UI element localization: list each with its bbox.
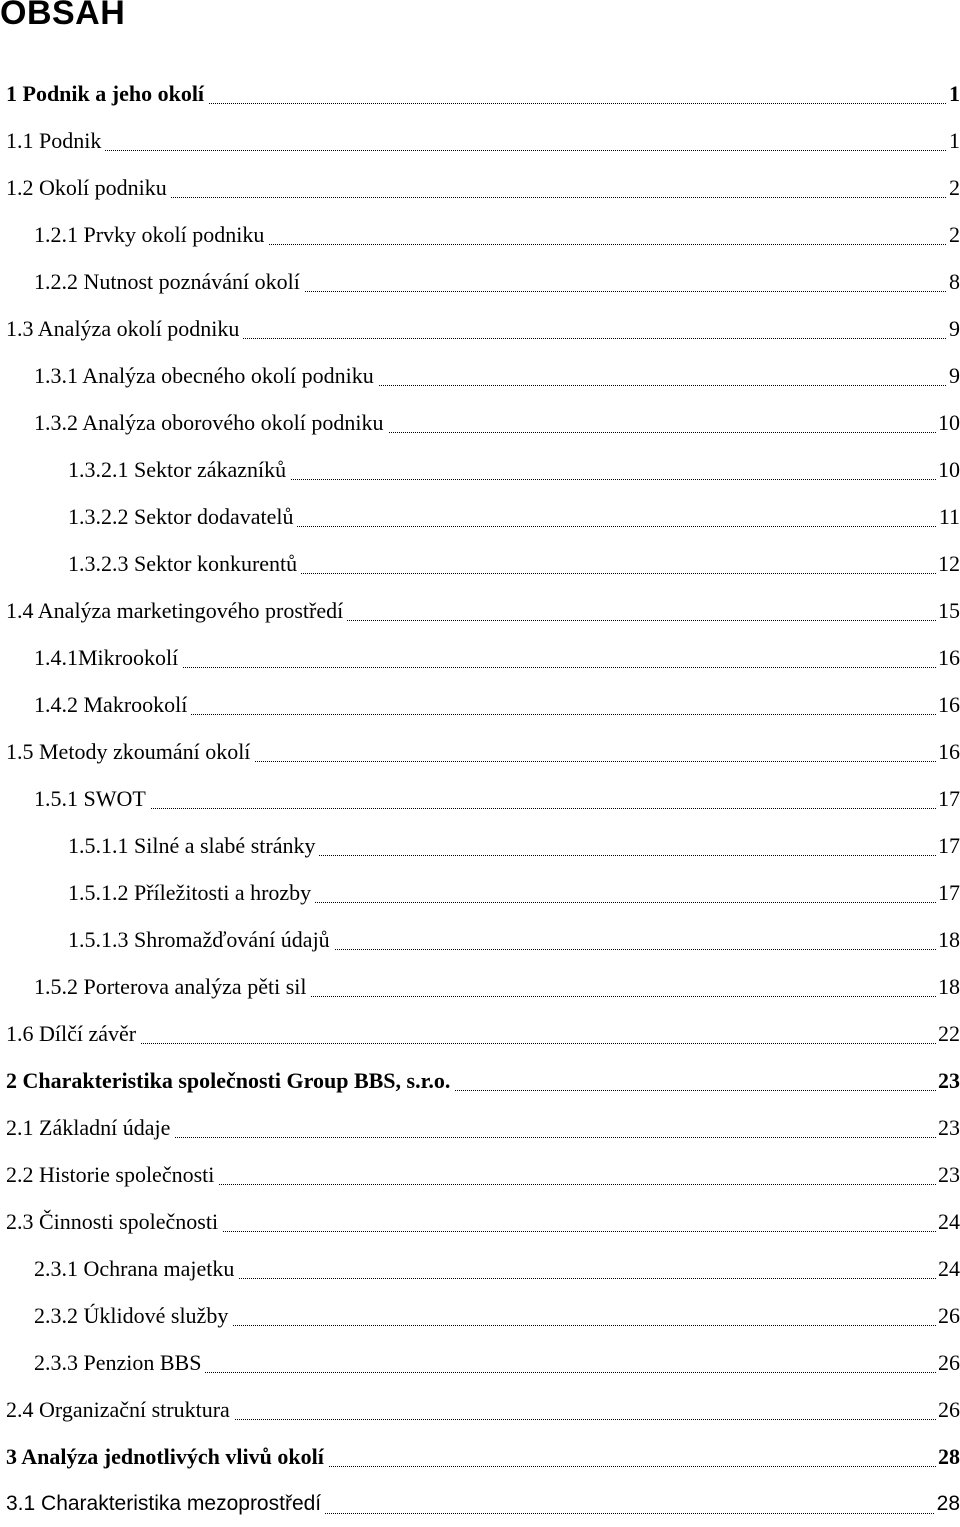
toc-entry-label: 1.6 Dílčí závěr (6, 1010, 140, 1057)
toc-entry[interactable] (0, 540, 960, 587)
toc-leader (34, 808, 950, 809)
toc-entry[interactable] (0, 775, 960, 822)
toc-entry-page: 18 (936, 916, 960, 963)
toc-entry-label: 2.1 Základní údaje (6, 1104, 174, 1151)
toc-entry-label: 1.2.2 Nutnost poznávání okolí (34, 258, 304, 305)
toc-entry[interactable] (0, 493, 960, 540)
toc-leader (6, 1043, 950, 1044)
toc-entry-label: 2.3.2 Úklidové služby (34, 1292, 232, 1339)
toc-entry-page: 1 (947, 117, 960, 164)
toc-entry-label: 1.3.2.3 Sektor konkurentů (68, 540, 301, 587)
toc-entry-label: 1.5.2 Porterova analýza pěti sil (34, 963, 310, 1010)
toc-entry[interactable] (0, 446, 960, 493)
toc-entry-page: 2 (947, 164, 960, 211)
toc-entry-page: 9 (947, 305, 960, 352)
toc-entry[interactable] (0, 399, 960, 446)
toc-entry-page: 11 (937, 493, 960, 540)
toc-entry[interactable] (0, 70, 960, 117)
toc-entry[interactable] (0, 1386, 960, 1433)
toc-entry-label: 1.2.1 Prvky okolí podniku (34, 211, 268, 258)
toc-entry[interactable] (0, 1057, 960, 1104)
toc-entry-page: 18 (936, 963, 960, 1010)
toc-entry-label: 2.4 Organizační struktura (6, 1386, 234, 1433)
toc-entry-label: 1.3.2 Analýza oborového okolí podniku (34, 399, 388, 446)
toc-entry-page: 8 (947, 258, 960, 305)
toc-entry-label: 1.3.1 Analýza obecného okolí podniku (34, 352, 378, 399)
table-of-contents (0, 70, 960, 1527)
toc-entry-label: 1 Podnik a jeho okolí (6, 70, 208, 117)
toc-entry-label: 1.3 Analýza okolí podniku (6, 305, 243, 352)
toc-entry[interactable] (0, 1480, 960, 1527)
toc-entry[interactable] (0, 634, 960, 681)
toc-entry-page: 15 (936, 587, 960, 634)
toc-entry-label: 1.4.2 Makrookolí (34, 681, 191, 728)
toc-entry-page: 28 (935, 1480, 960, 1527)
toc-entry-label: 3 Analýza jednotlivých vlivů okolí (6, 1433, 328, 1480)
toc-entry[interactable] (0, 1104, 960, 1151)
toc-entry-page: 16 (936, 728, 960, 775)
toc-entry[interactable] (0, 822, 960, 869)
toc-entry-label: 1.3.2.2 Sektor dodavatelů (68, 493, 297, 540)
toc-entry-label: 1.2 Okolí podniku (6, 164, 171, 211)
toc-entry-page: 23 (936, 1151, 960, 1198)
toc-entry-page: 26 (936, 1386, 960, 1433)
toc-entry-label: 2.3.3 Penzion BBS (34, 1339, 205, 1386)
toc-entry[interactable] (0, 1245, 960, 1292)
toc-entry[interactable] (0, 963, 960, 1010)
toc-entry-page: 28 (936, 1433, 960, 1480)
toc-entry-page: 16 (936, 681, 960, 728)
toc-entry-label: 1.1 Podnik (6, 117, 105, 164)
toc-entry-label: 2.3.1 Ochrana majetku (34, 1245, 238, 1292)
toc-entry-label: 1.5.1.3 Shromažďování údajů (68, 916, 334, 963)
toc-entry-page: 23 (936, 1057, 960, 1104)
toc-entry-page: 26 (936, 1339, 960, 1386)
toc-entry[interactable] (0, 164, 960, 211)
toc-entry-page: 9 (947, 352, 960, 399)
toc-entry-page: 2 (947, 211, 960, 258)
toc-entry[interactable] (0, 728, 960, 775)
toc-entry-label: 2.3 Činnosti společnosti (6, 1198, 222, 1245)
toc-entry-page: 24 (936, 1198, 960, 1245)
toc-entry-page: 26 (936, 1292, 960, 1339)
toc-entry[interactable] (0, 869, 960, 916)
toc-entry-label: 1.5.1.2 Příležitosti a hrozby (68, 869, 315, 916)
toc-entry-page: 17 (936, 822, 960, 869)
toc-entry[interactable] (0, 1339, 960, 1386)
toc-entry-page: 1 (947, 70, 960, 117)
toc-entry[interactable] (0, 1198, 960, 1245)
toc-leader (6, 150, 950, 151)
toc-entry[interactable] (0, 1010, 960, 1057)
toc-entry[interactable] (0, 258, 960, 305)
toc-entry[interactable] (0, 587, 960, 634)
toc-entry-page: 10 (936, 446, 960, 493)
toc-entry[interactable] (0, 305, 960, 352)
toc-entry-label: 1.4.1Mikrookolí (34, 634, 182, 681)
toc-entry[interactable] (0, 1433, 960, 1480)
toc-entry-label: 1.4 Analýza marketingového prostředí (6, 587, 347, 634)
toc-entry-label: 2 Charakteristika společnosti Group BBS, s.r.o. (6, 1057, 454, 1104)
toc-entry-label: 1.3.2.1 Sektor zákazníků (68, 446, 290, 493)
toc-entry[interactable] (0, 352, 960, 399)
toc-entry[interactable] (0, 916, 960, 963)
toc-entry[interactable] (0, 681, 960, 728)
toc-entry-page: 17 (936, 869, 960, 916)
toc-entry-page: 16 (936, 634, 960, 681)
toc-entry[interactable] (0, 1292, 960, 1339)
toc-entry-label: 1.5.1.1 Silné a slabé stránky (68, 822, 319, 869)
toc-entry-page: 23 (936, 1104, 960, 1151)
toc-entry[interactable] (0, 117, 960, 164)
toc-entry-label: 1.5 Metody zkoumání okolí (6, 728, 254, 775)
toc-entry-label: 3.1 Charakteristika mezoprostředí (6, 1480, 325, 1527)
toc-entry-page: 10 (936, 399, 960, 446)
page-title: OBSAH (0, 0, 126, 32)
toc-entry-page: 12 (936, 540, 960, 587)
toc-entry-page: 17 (936, 775, 960, 822)
toc-entry[interactable] (0, 1151, 960, 1198)
toc-entry-label: 2.2 Historie společnosti (6, 1151, 218, 1198)
toc-entry[interactable] (0, 211, 960, 258)
toc-entry-label: 1.5.1 SWOT (34, 775, 150, 822)
toc-entry-page: 22 (936, 1010, 960, 1057)
toc-entry-page: 24 (936, 1245, 960, 1292)
